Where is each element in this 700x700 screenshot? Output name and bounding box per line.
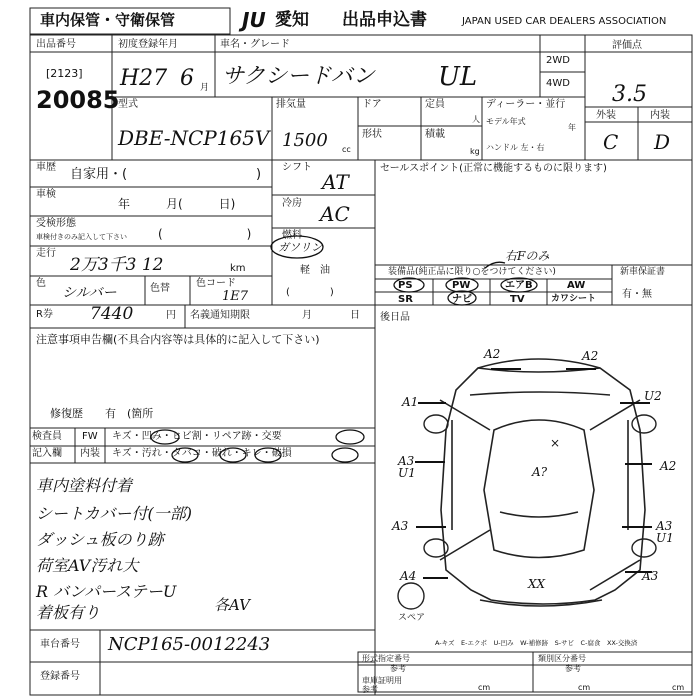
day-unit: 日: [350, 310, 360, 321]
cc-unit: cc: [342, 145, 351, 154]
equip-tv: TV: [510, 294, 525, 305]
lot-no-label: 出品番号: [36, 39, 76, 50]
handle-label: ハンドル 左・右: [486, 143, 545, 152]
history-close: ): [256, 167, 262, 182]
class-no-label: 類別区分番号: [538, 654, 586, 663]
inspection-date: 年 月( 日): [118, 197, 236, 211]
kg-unit: kg: [470, 147, 480, 156]
sales-point-label: セールスポイント(正常に機能するものに限ります): [380, 163, 607, 174]
month-unit: 月: [302, 310, 312, 321]
damage-mark: A?: [532, 465, 548, 479]
yen-unit: 円: [166, 310, 176, 321]
model-year-label: モデル年式: [486, 117, 526, 126]
storage-label: 車内保管・守衛保管: [40, 11, 176, 29]
ac-label: 冷房: [282, 198, 302, 209]
car-name-value: サクシードバン: [222, 64, 375, 89]
load-label: 積載: [425, 129, 445, 140]
shift-value: AT: [322, 170, 349, 194]
model-value: DBE-NCP165V: [118, 126, 270, 150]
interior-label: 内装: [650, 110, 670, 121]
equip-navi: ナビ: [452, 294, 472, 305]
equip-note: 右Fのみ: [505, 249, 550, 263]
damage-mark: A4: [400, 569, 417, 583]
equip-ps: PS: [398, 280, 413, 291]
fuel-label: 燃料: [282, 230, 302, 241]
fuel-value: ガソリン: [278, 241, 322, 254]
capacity-label: 定員: [425, 99, 445, 110]
dealer-label: ディーラー・並行: [486, 99, 566, 110]
spare-label: スペア: [398, 613, 426, 623]
mileage-value: 2万3千3 12: [70, 255, 164, 275]
reg-no-label: 登録番号: [40, 671, 80, 682]
color-code-value: 1E7: [222, 289, 249, 304]
ju-logo: JU: [242, 8, 266, 32]
damage-mark: A3: [392, 519, 409, 533]
form-title: 出品申込書: [342, 10, 427, 30]
equip-pw: PW: [452, 280, 471, 291]
person-unit: 人: [472, 115, 480, 124]
tax-notice-label: 名義通知期限: [190, 310, 250, 321]
damage-mark: A2: [484, 347, 501, 361]
color-code-label: 色コード: [196, 278, 236, 289]
ref-label: 参考: [390, 664, 406, 673]
damage-legend: A-キズ E-エクボ U-凹み W-補修跡 S-サビ C-腐食 XX-交換済: [435, 639, 638, 647]
fuel-paren: ( ): [286, 287, 334, 298]
org-name: 愛知: [275, 10, 309, 30]
cm-unit-3: cm: [672, 683, 685, 692]
note-line: 荷室AV汚れ大: [36, 556, 139, 575]
shift-label: シフト: [282, 162, 312, 173]
cm-unit-2: cm: [578, 683, 591, 692]
repair-label: 修復歴 有 (箇所: [50, 407, 154, 420]
displacement-value: 1500: [282, 130, 328, 151]
color-swap-label: 色替: [150, 283, 170, 294]
fw-items: キズ・凹み・ヒビ割・リペア跡・交要: [112, 431, 282, 442]
shape-label: 形状: [362, 129, 382, 140]
note-line: 着板有り: [36, 603, 101, 622]
equip-aw: AW: [567, 280, 586, 291]
note-extra: 各AV: [214, 596, 250, 614]
receipt-label: 受検形態: [36, 218, 76, 229]
car-name-label: 車名・グレード: [220, 39, 290, 50]
warranty-options: 有・無: [622, 289, 652, 300]
note-line: ダッシュ板のり跡: [36, 530, 164, 549]
lot-small: [2123]: [46, 67, 83, 80]
reg-year: H27: [120, 66, 168, 91]
damage-mark: A3 U1: [656, 519, 674, 545]
note-line: シートカバー付(一部): [36, 504, 193, 523]
history-value: 自家用・(: [70, 167, 128, 182]
lot-number: 20085: [36, 86, 120, 114]
first-reg-label: 初度登録年月: [118, 39, 178, 50]
history-label: 車歴: [36, 162, 56, 173]
cm-unit-1: cm: [478, 683, 491, 692]
damage-mark: ×: [550, 436, 561, 450]
equip-label: 装備品(純正品に限り○をつけてください): [388, 267, 556, 277]
damage-mark: A1: [402, 395, 419, 409]
equip-airbag: エアB: [505, 280, 533, 291]
note-line: R バンパーステーU: [36, 582, 177, 601]
year-unit: 年: [568, 123, 576, 132]
color-value: シルバー: [62, 285, 117, 301]
damage-mark: U2: [644, 389, 662, 403]
reg-month: 6: [180, 66, 194, 91]
inspector-label: 検査員: [32, 431, 62, 442]
notice-label: 注意事項申告欄(不具合内容等は具体的に記入して下さい): [36, 333, 320, 346]
rating-value: 3.5: [612, 82, 647, 107]
ac-value: AC: [320, 202, 350, 226]
drive-4wd: 4WD: [546, 78, 570, 89]
color-label: 色: [36, 278, 46, 289]
grade-value: UL: [438, 62, 478, 92]
r-ticket-label: R券: [36, 309, 53, 320]
post-install-label: 後日品: [380, 312, 410, 323]
type-no-label: 形式指定番号: [362, 654, 410, 663]
reg-month-unit: 月: [200, 83, 210, 93]
damage-mark: A2: [582, 349, 599, 363]
equip-sr: SR: [398, 294, 413, 305]
interior-value: D: [654, 130, 671, 154]
receipt-paren: ( ): [158, 227, 252, 241]
cert-label: 車庫証明用: [362, 676, 402, 685]
fw-label: FW: [82, 431, 98, 442]
displacement-label: 排気量: [276, 99, 306, 110]
door-label: ドア: [362, 99, 382, 110]
damage-mark: XX: [528, 577, 546, 591]
naisou-label: 内装: [80, 448, 100, 459]
ref2-label: 参考: [362, 685, 378, 694]
mileage-label: 走行: [36, 248, 56, 259]
km-unit: km: [230, 263, 246, 274]
note-line: 車内塗料付着: [36, 476, 133, 495]
assoc-name: JAPAN USED CAR DEALERS ASSOCIATION: [462, 16, 667, 27]
chassis-value: NCP165-0012243: [108, 634, 271, 655]
exterior-label: 外装: [596, 110, 616, 121]
r-ticket-value: 7440: [90, 304, 134, 324]
chassis-label: 車台番号: [40, 639, 80, 650]
rating-label: 評価点: [612, 40, 642, 51]
new-warranty-label: 新車保証書: [620, 267, 666, 277]
fuel-light: 軽 油: [300, 265, 330, 276]
damage-mark: A3: [642, 569, 659, 583]
naisou-items: キズ・汚れ・タバコ・破れ・キレ・破損: [112, 448, 292, 459]
equip-cassette: カワシート: [551, 294, 597, 304]
damage-mark: A2: [660, 459, 677, 473]
recorder-label: 記入欄: [32, 448, 62, 459]
inspection-label: 車検: [36, 189, 56, 200]
damage-mark: A3 U1: [398, 454, 416, 480]
exterior-value: C: [603, 130, 619, 154]
ref-label-2: 参考: [565, 664, 581, 673]
receipt-note: 車検付きのみ記入して下さい: [36, 233, 127, 241]
drive-2wd: 2WD: [546, 55, 570, 66]
model-label: 型式: [118, 99, 138, 110]
